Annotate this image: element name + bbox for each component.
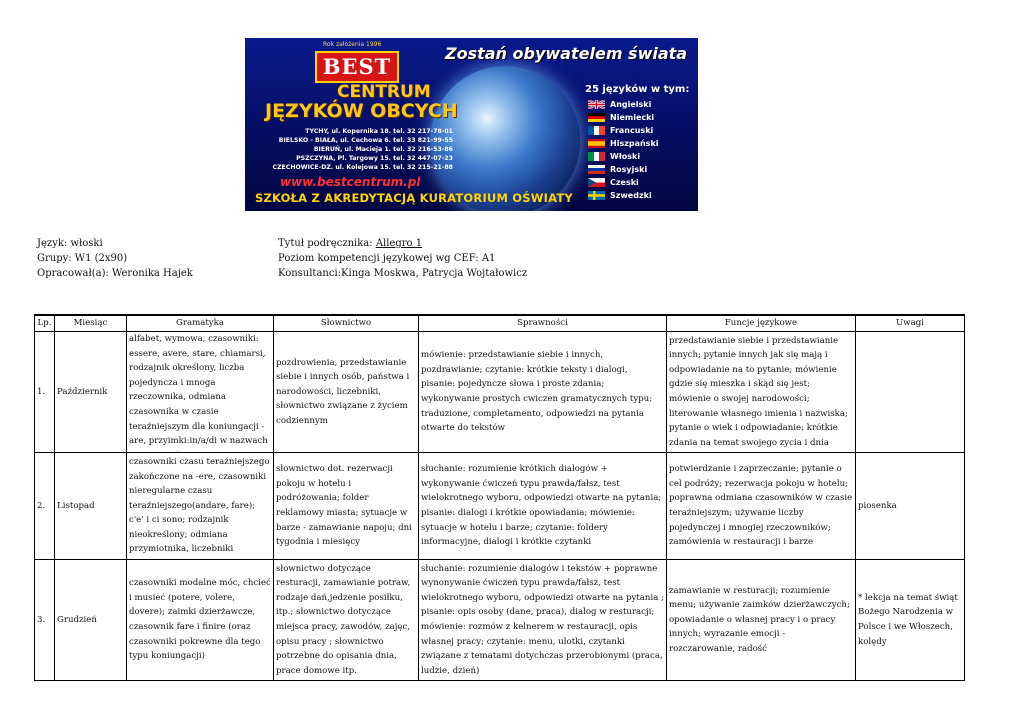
- cell-functions: zamawianie w resturacji; rozumienie menu; używanie zaimków dzierżawczych; opowiadanie o własnej pracy i o pracy innych; wyrazanie emocji - rozczarowanie, radość: [667, 560, 856, 681]
- header-functions: Funcje językowe: [667, 315, 856, 332]
- cell-notes: [856, 332, 965, 453]
- language-item: Włoski: [610, 151, 640, 162]
- groups-info: Grupy: W1 (2x90): [37, 253, 128, 264]
- cell-skills: słuchanie: rozumienie dialogów i tekstów + poprawne wynonywanie ćwiczeń typu prawda/fałsz, test wielokrotnego wyboru, odpowiedzi otwarte na pytania ; pisanie: opis osoby (dane, praca), dialog w resturacji; mówienie: rozmów z kelnerem w restauracji, opis własnej pracy; czytanie: menu, ulotki, czytanki związane z tematami dotychczas przerobionymi (praca, ludzie, dzień): [419, 560, 667, 681]
- author-info: Opracował(a): Weronika Hajek: [37, 268, 193, 279]
- cell-grammar: czasowniki modalne móc, chcieć i musieć (potere, volere, dovere); zaimki dzierżawcze, czasownik fare i finire (oraz czasowniki pokrewne dla tego typu koniungacji): [127, 560, 274, 681]
- france-flag-icon: [588, 126, 605, 135]
- cell-grammar: alfabet, wymowa, czasowniki: essere, avere, stare, chiamarsi, rodzajnik określony, liczba pojedyncza i mnoga rzeczownika, odmiana czasownika w czasie teraźniejszym dla koniungacji - are, przyimki:in/a/di w nazwach: [127, 332, 274, 453]
- table-row: [35, 453, 965, 560]
- header-grammar: Gramatyka: [127, 315, 274, 332]
- table-header-row: [35, 315, 965, 332]
- address-line: CZECHOWICE-DZ. ul. Kolejowa 15. tel. 32 215-21-88: [272, 164, 453, 171]
- textbook-info: Tytuł podręcznika: Allegro 1: [278, 238, 423, 249]
- russia-flag-icon: [588, 165, 605, 174]
- level-info: Poziom kompetencji językowej wg CEF: A1: [278, 253, 496, 264]
- address-line: BIERUŃ, ul. Macieja 1. tel. 32 216-53-86: [313, 146, 453, 153]
- curriculum-table: [34, 314, 965, 681]
- language-item: Francuski: [610, 125, 653, 136]
- cell-month: Październik: [55, 332, 127, 453]
- cell-functions: potwierdzanie i zaprzeczanie; pytanie o cel podróży; rezerwacja pokoju w hotelu; poprawna odmiana czasowników w czasie teraźniejszym; używanie liczby pojedynczej i mnogiej rzeczowników; zamówienia w restauracji i barze: [667, 453, 856, 560]
- best-logo: BEST: [315, 51, 399, 83]
- banner-name-line2: JĘZYKÓW OBCYCH: [265, 100, 458, 122]
- address-line: PSZCZYNA, Pl. Targowy 15. tel. 32 447-07-23: [296, 155, 453, 162]
- cell-vocabulary: pozdrowienia, przedstawianie siebie i innych osób, państwa i narodowości, liczebniki, słownictwo związane z życiem codziennym: [274, 332, 419, 453]
- languages-heading: 25 języków w tym:: [585, 84, 690, 95]
- language-item: Niemiecki: [610, 112, 654, 123]
- table-row: [35, 332, 965, 453]
- cell-grammar: czasowniki czasu teraźniejszego zakończone na -ere, czasowniki nieregularne czasu teraźniejszego(andare, fare); c'e' i ci sono; rodzajnik nieokreślony; odmiana przymiotnika, liczebniki: [127, 453, 274, 560]
- cell-vocabulary: słownictwo dotyczące resturacji, zamawianie potraw, rodzaje dań,jedzenie posiłku, itp.; słownictwo dotyczące miejsca pracy, zawodów, zajęc, opisu pracy ; słownictwo potrzebne do opisania dnia, prace domowe itp.: [274, 560, 419, 681]
- header-month: Miesiąc: [55, 315, 127, 332]
- banner-name-line1: CENTRUM: [337, 82, 431, 102]
- language-item: Hiszpański: [610, 138, 659, 149]
- germany-flag-icon: [588, 113, 605, 122]
- consultants-info: Konsultanci:Kinga Moskwa, Patrycja Wojtałowicz: [278, 268, 528, 279]
- header-skills: Sprawności: [419, 315, 667, 332]
- address-line: BIELSKO - BIAŁA, ul. Cechowa 6. tel. 33 821-99-55: [278, 137, 453, 144]
- cell-skills: słuchanie: rozumienie krótkich dialogów + wykonywanie ćwiczeń typu prawda/fałsz, test wielokrotnego wyboru, odpowiedzi otwarte na pytania; pisanie: dialogi i krótkie opowiadania; mówienie: sytuacje w hotelu i barze; czytanie: foldery informacyjne, dialogi i krótkie czytanki: [419, 453, 667, 560]
- header-vocabulary: Słownictwo: [274, 315, 419, 332]
- textbook-title: Allegro 1: [375, 238, 423, 249]
- cell-notes: piosenka: [856, 453, 965, 560]
- table-row: [35, 560, 965, 681]
- banner-slogan: Zostań obywatelem świata: [445, 44, 688, 63]
- banner-url: www.bestcentrum.pl: [280, 175, 421, 189]
- czech-flag-icon: [588, 178, 605, 187]
- founded-year-text: Rok założenia 1996: [323, 41, 382, 48]
- cell-notes: * lekcja na temat świąt Bożego Narodzenia w Polsce i we Włoszech, kolędy: [856, 560, 965, 681]
- cell-lp: 2.: [35, 453, 55, 560]
- sweden-flag-icon: [588, 191, 605, 200]
- address-line: TYCHY, ul. Kopernika 18. tel. 32 217-78-01: [305, 128, 453, 135]
- cell-vocabulary: słownictwo dot. rezerwacji pokoju w hotelu i podróżowania; folder reklamowy miasta; sytuacje w barze - zamawianie napoju; dni tygodnia i miesięcy: [274, 453, 419, 560]
- italy-flag-icon: [588, 152, 605, 161]
- spain-flag-icon: [588, 139, 605, 148]
- header-lp: Lp.: [35, 315, 55, 332]
- cell-lp: 3.: [35, 560, 55, 681]
- cell-lp: 1.: [35, 332, 55, 453]
- header-notes: Uwagi: [856, 315, 965, 332]
- language-item: Czeski: [610, 177, 639, 188]
- cell-month: Grudzień: [55, 560, 127, 681]
- cell-skills: mówienie: przedstawianie siebie i innych, pozdrawianie; czytanie: krótkie teksty i dialogi, pisanie: pojedyncze słowa i proste zdania; wykonywanie prostych cwiczen gramatycznych typu: traduzione, completamento, odpowiedzi na pytania otwarte do tekstów: [419, 332, 667, 453]
- school-banner: [245, 38, 698, 211]
- language-item: Szwedzki: [610, 190, 652, 201]
- language-item: Angielski: [610, 99, 651, 110]
- accreditation-text: SZKOŁA Z AKREDYTACJĄ KURATORIUM OŚWIATY: [255, 191, 573, 205]
- language-info: Język: włoski: [37, 238, 103, 249]
- language-item: Rosyjski: [610, 164, 647, 175]
- cell-functions: przedstawianie siebie i przedstawianie innych; pytanie innych jak się mają i odpowiadanie na to pytanie; mówienie gdzie się mieszka i skąd się jest; mówienie o swojej narodowości; literowanie własnego imienia i nazwiska; pytanie o wiek i odpowiadanie; krótkie zdania na temat swojego zycia i dnia: [667, 332, 856, 453]
- cell-month: Listopad: [55, 453, 127, 560]
- uk-flag-icon: [588, 100, 605, 109]
